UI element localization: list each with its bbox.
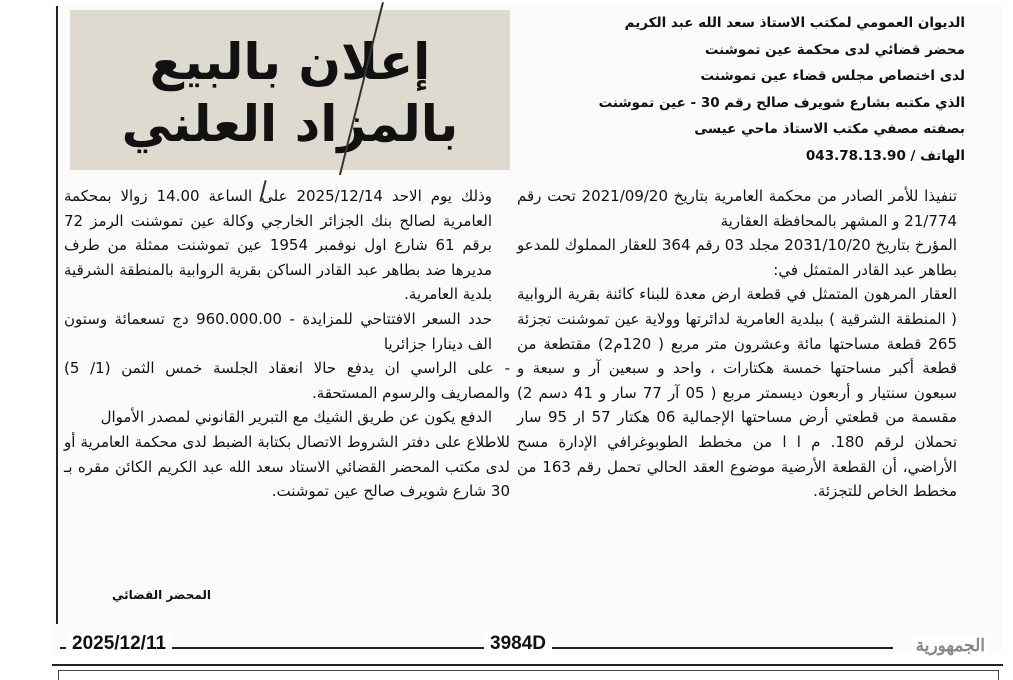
paragraph: وذلك يوم الاحد 2025/12/14 على الساعة 14.00 زوالا بمحكمة العامرية لصالح بنك الجزائر الخارجي وكالة عين تموشنت الرمز 72 برقم 61 شارع اول نوفمبر 1954 عين تموشنت ممثلة من طرف مديرها ضد بطاهر عبد القادر الساكن بقرية الروابية بالمنطقة الشرقية بلدية العامرية.: [64, 187, 492, 304]
title-line-2: بالمزاد العلني: [121, 95, 459, 153]
left-border: [56, 6, 58, 624]
right-text-column: [517, 184, 975, 504]
paragraph: المؤرخ بتاريخ 2031/10/20 مجلد 03 رقم 364 للعقار المملوك للمدعو بطاهر عبد القادر المتمثل في:: [517, 236, 958, 279]
paragraph: تنفيذا للأمر الصادر من محكمة العامرية بتاريخ 2021/09/20 تحت رقم 21/774 و المشهر بالمحافظة العقارية: [517, 187, 957, 230]
title-line-1: إعلان بالبيع: [149, 33, 431, 91]
footer-rule: [60, 647, 893, 649]
auction-title-box: [70, 10, 510, 170]
left-text-column: [64, 184, 510, 504]
header-line: محضر قضائي لدى محكمة عين تموشنت: [704, 41, 965, 58]
footer-code: 3984D: [484, 633, 552, 655]
paragraph: الدفع يكون عن طريق الشيك مع التبرير القانوني لمصدر الأموال: [100, 408, 492, 427]
paragraph: حدد السعر الافتتاحي للمزايدة - 960.000.00 دج تسعمائة وستون الف دينارا جزائريا: [64, 309, 492, 353]
bottom-rule: [52, 664, 1003, 666]
newspaper-logo: الجمهورية: [912, 636, 989, 656]
footer-date: 2025/12/11: [66, 633, 172, 655]
signature: المحضر القضائي: [112, 588, 212, 602]
header-line: الهاتف / 043.78.13.90: [805, 147, 965, 164]
paragraph: - على الراسي ان يدفع حالا انعقاد الجلسة خمس الثمن (1/ 5) والمصاريف والرسوم المستحقة.: [64, 359, 510, 402]
paragraph: العقار المرهون المتمثل في قطعة ارض معدة للبناء كائنة بقرية الروابية ( المنطقة الشرقية ) ببلدية العامرية لدائرتها وولاية عين تموشنت تجزئة 265 قطعة مساحتها مائة وعشرون متر مربع ( 120م2) مقتطعة من قطعة أكبر مساحتها خمسة هكتارات ، واحد و سبعين آر و سبعة و سبعون سنتيار و أربعون ديسمتر مربع ( 05 آر 77 سار و 41 دسم 2) مقسمة من قطعتي أرض مساحتها الإجمالية 06 هكتار 57 ار 95 سار تحملان لرقم 180. م ا ا من مخطط الطوبوغرافي الإدارة مسح الأراضي، أن القطعة الأرضية موضوع العقد الحالي تحمل رقم 163 من مخطط الخاص للتجزئة.: [517, 285, 958, 501]
header-line: لدى اختصاص مجلس قضاء عين تموشنت: [700, 68, 965, 84]
header-line: الذي مكتبه بشارع شويرف صالح رقم 30 - عين تموشنت: [598, 94, 965, 111]
header-line: الديوان العمومي لمكتب الاستاذ سعد الله عبد الكريم: [624, 15, 965, 31]
header-line: بصفته مصفي مكتب الاستاذ ماحي عيسى: [694, 121, 965, 137]
paragraph: للاطلاع على دفتر الشروط الاتصال بكتابة الضبط لدى محكمة العامرية أو لدى مكتب المحضر القضائي الاستاد سعد الله عبد الكريم الكائن مقره بـ 30 شارع شويرف صالح عين تموشنت.: [64, 432, 510, 501]
bailiff-header: [545, 10, 965, 169]
